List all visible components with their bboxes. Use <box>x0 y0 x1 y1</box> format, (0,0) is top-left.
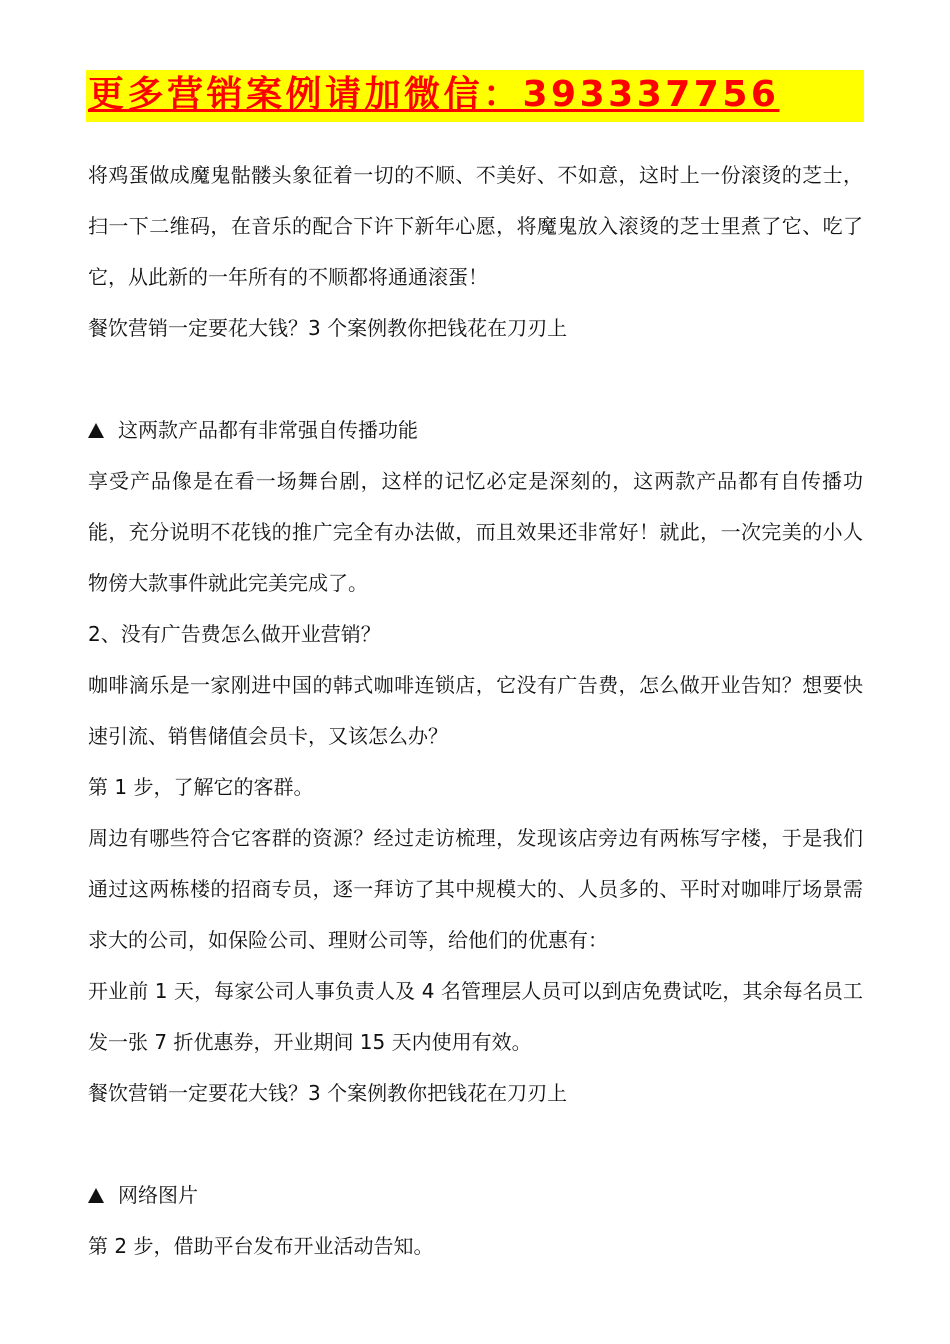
step-1: 第 1 步，了解它的客群。 <box>88 775 314 799</box>
paragraph-opening-offer: 开业前 1 天，每家公司人事负责人及 4 名管理层人员可以到店免费试吃，其余每名员工发一张 7 折优惠券，开业期间 15 天内使用有效。 <box>88 979 863 1054</box>
blank-line <box>88 1119 863 1170</box>
paragraph-nearby-resources: 周边有哪些符合它客群的资源？经过走访梳理，发现该店旁边有两栋写字楼，于是我们通过这两栋楼的招商专员，逐一拜访了其中规模大的、人员多的、平时对咖啡厅场景需求大的公司，如保险公司、理财公司等，给他们的优惠有： <box>88 826 863 952</box>
caption-text: 网络图片 <box>118 1183 198 1207</box>
triangle-up-icon <box>88 1188 104 1203</box>
paragraph-marketing-heading: 餐饮营销一定要花大钱？3 个案例教你把钱花在刀刃上 <box>88 316 568 340</box>
promo-banner-text: 更多营销案例请加微信：393337756 <box>88 74 780 115</box>
paragraph-stage-play: 享受产品像是在看一场舞台剧，这样的记忆必定是深刻的，这两款产品都有自传播功能，充分说明不花钱的推广完全有办法做，而且效果还非常好！就此，一次完美的小人物傍大款事件就此完美完成了。 <box>88 469 863 595</box>
promo-banner <box>86 70 864 122</box>
step-2: 第 2 步，借助平台发布开业活动告知。 <box>88 1234 434 1258</box>
blank-line <box>88 354 863 405</box>
document-body <box>88 150 863 1272</box>
triangle-up-icon <box>88 423 104 438</box>
paragraph-coffee-shop: 咖啡滴乐是一家刚进中国的韩式咖啡连锁店，它没有广告费，怎么做开业告知？想要快速引流、销售储值会员卡，又该怎么办？ <box>88 673 863 748</box>
section-heading-no-ad-budget: 2、没有广告费怎么做开业营销？ <box>88 622 381 646</box>
paragraph-egg-skull: 将鸡蛋做成魔鬼骷髅头象征着一切的不顺、不美好、不如意，这时上一份滚烫的芝士，扫一下二维码，在音乐的配合下许下新年心愿，将魔鬼放入滚烫的芝士里煮了它、吃了它，从此新的一年所有的不顺都将通通滚蛋！ <box>88 163 863 289</box>
image-caption-web-image <box>88 1170 863 1221</box>
paragraph-marketing-heading-2: 餐饮营销一定要花大钱？3 个案例教你把钱花在刀刃上 <box>88 1081 568 1105</box>
image-caption-self-spreading <box>88 405 863 456</box>
caption-text: 这两款产品都有非常强自传播功能 <box>118 418 418 442</box>
